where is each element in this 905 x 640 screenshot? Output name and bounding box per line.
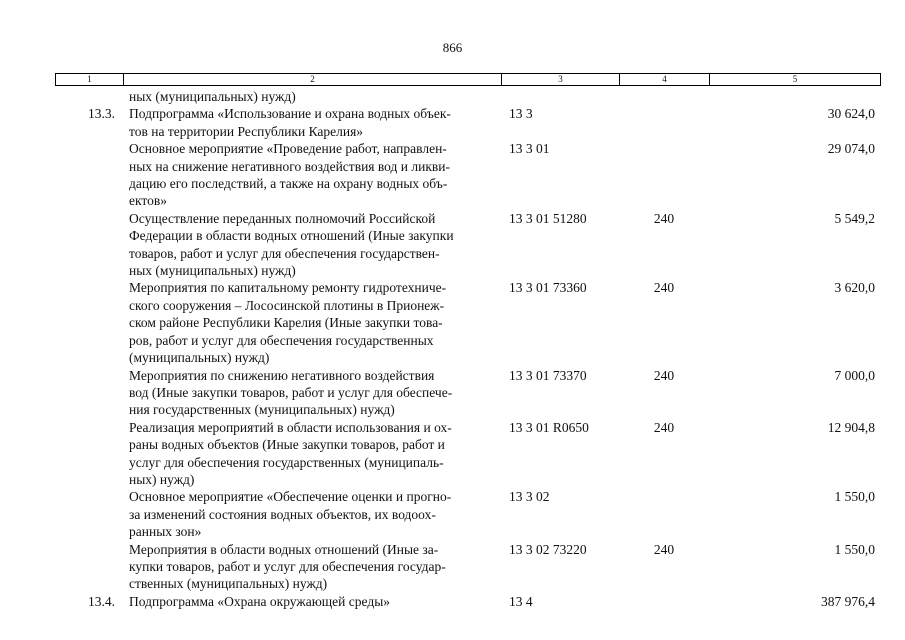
row-amount: 30 624,0: [827, 106, 875, 122]
row-number: [55, 419, 123, 489]
description-line: ных (муниципальных) нужд): [129, 263, 296, 279]
row-expense-type: 240: [653, 210, 675, 226]
row-code: 13 3 01 73370: [509, 367, 587, 383]
row-code: 13 3 01: [509, 141, 550, 157]
row-expense-type: 240: [653, 280, 675, 296]
budget-table-body: [55, 88, 881, 610]
row-code: 13 3: [509, 106, 533, 122]
row-code: 13 3 01 73360: [509, 280, 587, 296]
row-code: 13 3 01 51280: [509, 210, 587, 226]
description-line: ском районе Республики Карелия (Иные закупки това-: [129, 315, 443, 331]
description-line: ского сооружения – Лососинской плотины в Прионеж-: [129, 297, 445, 313]
row-number: [55, 210, 123, 280]
row-code: 13 4: [509, 593, 533, 609]
description-line: товаров, работ и услуг для обеспечения государствен-: [129, 245, 440, 261]
description-line: Мероприятия по капитальному ремонту гидротехниче-: [129, 280, 447, 296]
row-number: [55, 88, 123, 105]
description-line: вод (Иные закупки товаров, работ и услуг для обеспече-: [129, 384, 453, 400]
row-description: [123, 279, 501, 366]
row-number: 13.3.: [88, 106, 115, 122]
row-number: [55, 279, 123, 366]
row-expense-type: 240: [653, 419, 675, 435]
row-number: [55, 140, 123, 210]
row-code: 13 3 02: [509, 489, 550, 505]
description-line: Основное мероприятие «Обеспечение оценки и прогно-: [129, 489, 452, 505]
row-expense-type: [619, 140, 709, 210]
row-number: [55, 367, 123, 419]
row-amount: 1 550,0: [834, 541, 875, 557]
table-row: [55, 419, 881, 489]
row-code: 13 3 01 R0650: [509, 419, 589, 435]
header-col-1: 1: [56, 74, 124, 85]
description-line: ных (муниципальных) нужд): [129, 89, 296, 104]
table-row: [55, 140, 881, 210]
table-row: [55, 488, 881, 540]
row-description: [123, 419, 501, 489]
description-line: дацию его последствий, а также на охрану водных объ-: [129, 176, 448, 192]
table-row: [55, 105, 881, 140]
description-line: Подпрограмма «Охрана окружающей среды»: [129, 593, 391, 609]
description-line: услуг для обеспечения государственных (муниципаль-: [129, 454, 444, 470]
table-row: [55, 88, 881, 105]
description-line: купки товаров, работ и услуг для обеспечения государ-: [129, 558, 446, 574]
row-code: 13 3 02 73220: [509, 541, 587, 557]
description-line: Мероприятия по снижению негативного воздействия: [129, 367, 435, 383]
row-description: [123, 541, 501, 593]
table-row: [55, 279, 881, 366]
row-amount: 387 976,4: [821, 593, 875, 609]
row-amount: 7 000,0: [834, 367, 875, 383]
description-line: Основное мероприятие «Проведение работ, направлен-: [129, 141, 447, 157]
row-description: [123, 140, 501, 210]
table-row: [55, 210, 881, 280]
description-line: ектов»: [129, 193, 167, 209]
description-line: ных на снижение негативного воздействия вод и ликви-: [129, 158, 450, 174]
header-col-5: 5: [792, 74, 798, 84]
row-description: [123, 367, 501, 419]
description-line: ных) нужд): [129, 471, 195, 487]
row-expense-type: 240: [653, 541, 675, 557]
row-amount: 12 904,8: [827, 419, 875, 435]
description-line: тов на территории Республики Карелия»: [129, 123, 364, 139]
header-col-2: 2: [124, 74, 502, 85]
row-expense-type: 240: [653, 367, 675, 383]
row-number: 13.4.: [88, 593, 115, 609]
description-line: ния государственных (муниципальных) нужд): [129, 402, 395, 418]
description-line: раны водных объектов (Иные закупки товаров, работ и: [129, 437, 445, 453]
row-description: [123, 488, 501, 540]
row-code: [501, 88, 619, 105]
description-line: ственных (муниципальных) нужд): [129, 576, 328, 592]
row-expense-type: [619, 105, 709, 140]
row-description: [123, 210, 501, 280]
row-description: [123, 88, 501, 105]
table-row: [55, 541, 881, 593]
description-line: Подпрограмма «Использование и охрана водных объек-: [129, 106, 451, 122]
row-expense-type: [619, 88, 709, 105]
row-number: [55, 488, 123, 540]
row-expense-type: [619, 488, 709, 540]
description-line: Реализация мероприятий в области использования и ох-: [129, 419, 452, 435]
row-number: [55, 541, 123, 593]
description-line: (муниципальных) нужд): [129, 350, 270, 366]
table-row: [55, 593, 881, 610]
description-line: ранных зон»: [129, 524, 202, 540]
table-header: [55, 73, 881, 86]
header-col-4: 4: [620, 74, 710, 85]
description-line: Федерации в области водных отношений (Иные закупки: [129, 228, 454, 244]
header-col-3: 3: [502, 74, 620, 85]
row-description: [123, 593, 501, 610]
table-row: [55, 367, 881, 419]
row-amount: 3 620,0: [834, 280, 875, 296]
page-number: 866: [442, 40, 463, 55]
row-expense-type: [619, 593, 709, 610]
description-line: за изменений состояния водных объектов, их водоох-: [129, 506, 436, 522]
description-line: Осуществление переданных полномочий Российской: [129, 210, 436, 226]
row-amount: 29 074,0: [827, 141, 875, 157]
description-line: Мероприятия в области водных отношений (Иные за-: [129, 541, 439, 557]
row-amount: 1 550,0: [834, 489, 875, 505]
row-description: [123, 105, 501, 140]
row-amount: [709, 88, 881, 105]
description-line: ров, работ и услуг для обеспечения государственных: [129, 332, 434, 348]
row-amount: 5 549,2: [834, 210, 875, 226]
